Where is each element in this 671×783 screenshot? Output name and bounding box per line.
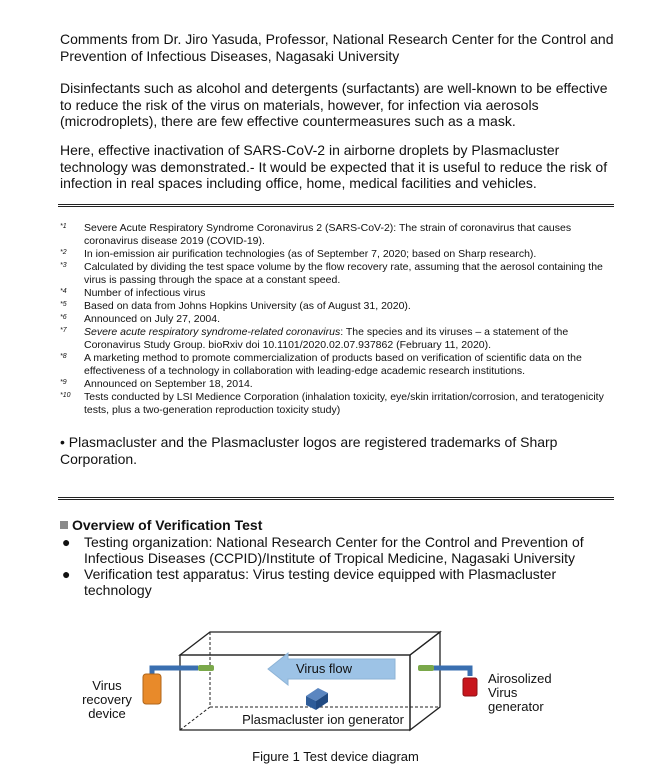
generator-label-line: Airosolized — [488, 671, 552, 686]
intro-paragraph-2: Here, effective inactivation of SARS-CoV-2 in airborne droplets by Plasmacluster technology was demonstrated.- It would be expected that it is useful to reduce the risk of infection in real spaces including office, home, medical facilities and vehicles. — [60, 142, 608, 191]
figure-caption: Figure 1 Test device diagram — [252, 749, 419, 764]
footnote-item: *6 Announced on July 27, 2004. — [60, 313, 221, 325]
test-device-diagram — [0, 610, 671, 745]
intro-paragraph-1: Disinfectants such as alcohol and detergents (surfactants) are well-known to be effective to reduce the risk of the virus on materials, however, for infection via aerosols (microdroplets), there are few effective countermeasures such as a mask. — [60, 80, 608, 129]
generator-label-line: Virus — [488, 685, 518, 700]
virus-flow-label: Virus flow — [295, 661, 353, 676]
footnote-item: *4 Number of infectious virus — [60, 287, 206, 299]
comment-heading: Comments from Dr. Jiro Yasuda, Professor, National Research Center for the Control and Prevention of Infectious Diseases, Nagasaki University — [60, 31, 614, 64]
overview-heading: Overview of Verification Test — [60, 517, 262, 533]
footnote-list — [60, 222, 620, 417]
chamber-side-face — [410, 632, 440, 730]
chamber-top-face — [180, 632, 440, 655]
recovery-label-line: device — [88, 706, 126, 721]
footnote-item: *9 Announced on September 18, 2014. — [60, 378, 253, 390]
list-item: ● Verification test apparatus: Virus testing device equipped with Plasmacluster technology — [62, 566, 557, 598]
footnote-item: *7 Severe acute respiratory syndrome-related coronavirus: The species and its viruses – a statement of the Coronavirus Study Group. bioRxiv doi 10.1101/2020.02.07.937862 (February 11, 2020). — [60, 326, 569, 351]
footnote-item: *1 Severe Acute Respiratory Syndrome Coronavirus 2 (SARS-CoV-2): The strain of coronavirus that causes coronavirus disease 2019 (COVID-19). — [60, 222, 572, 247]
recovery-label-line: Virus — [92, 678, 122, 693]
section-divider-bottom — [58, 497, 614, 500]
bullet-dot-icon: ● — [62, 566, 71, 582]
trademark-notice: • Plasmacluster and the Plasmacluster logos are registered trademarks of Sharp Corporation. — [60, 434, 558, 467]
footnote-item: *5 Based on data from Johns Hopkins University (as of August 31, 2020). — [60, 300, 411, 312]
right-connector — [418, 665, 434, 671]
footnote-item: *8 A marketing method to promote commercialization of products based on verification of scientific data on the effectiveness of a technology in collaboration with leading-edge academic research institutions. — [60, 352, 582, 377]
square-bullet-icon — [60, 521, 68, 529]
aerosol-generator-icon — [463, 678, 477, 696]
ion-generator-label: Plasmacluster ion generator — [242, 712, 404, 727]
footnote-item: *2 In ion-emission air purification technologies (as of September 7, 2020; based on Sharp research). — [60, 248, 537, 260]
section-divider-top — [58, 204, 614, 207]
bullet-dot-icon: ● — [62, 534, 71, 550]
overview-bullets — [60, 534, 620, 598]
footnote-item: *3 Calculated by dividing the test space volume by the flow recovery rate, assuming that the aerosol containing the virus is passing through the space at a constant speed. — [60, 261, 603, 286]
left-connector — [198, 665, 214, 671]
footnote-item: *10 Tests conducted by LSI Medience Corporation (inhalation toxicity, eye/skin irritation/corrosion, and teratogenicity tests, plus a two-generation reproduction toxicity study) — [60, 391, 604, 416]
list-item: ● Testing organization: National Research Center for the Control and Prevention of Infectious Diseases (CCPID)/Institute of Tropical Medicine, Nagasaki University — [62, 534, 584, 566]
recovery-device-icon — [143, 674, 161, 704]
recovery-label-line: recovery — [82, 692, 132, 707]
generator-label-line: generator — [488, 699, 544, 714]
